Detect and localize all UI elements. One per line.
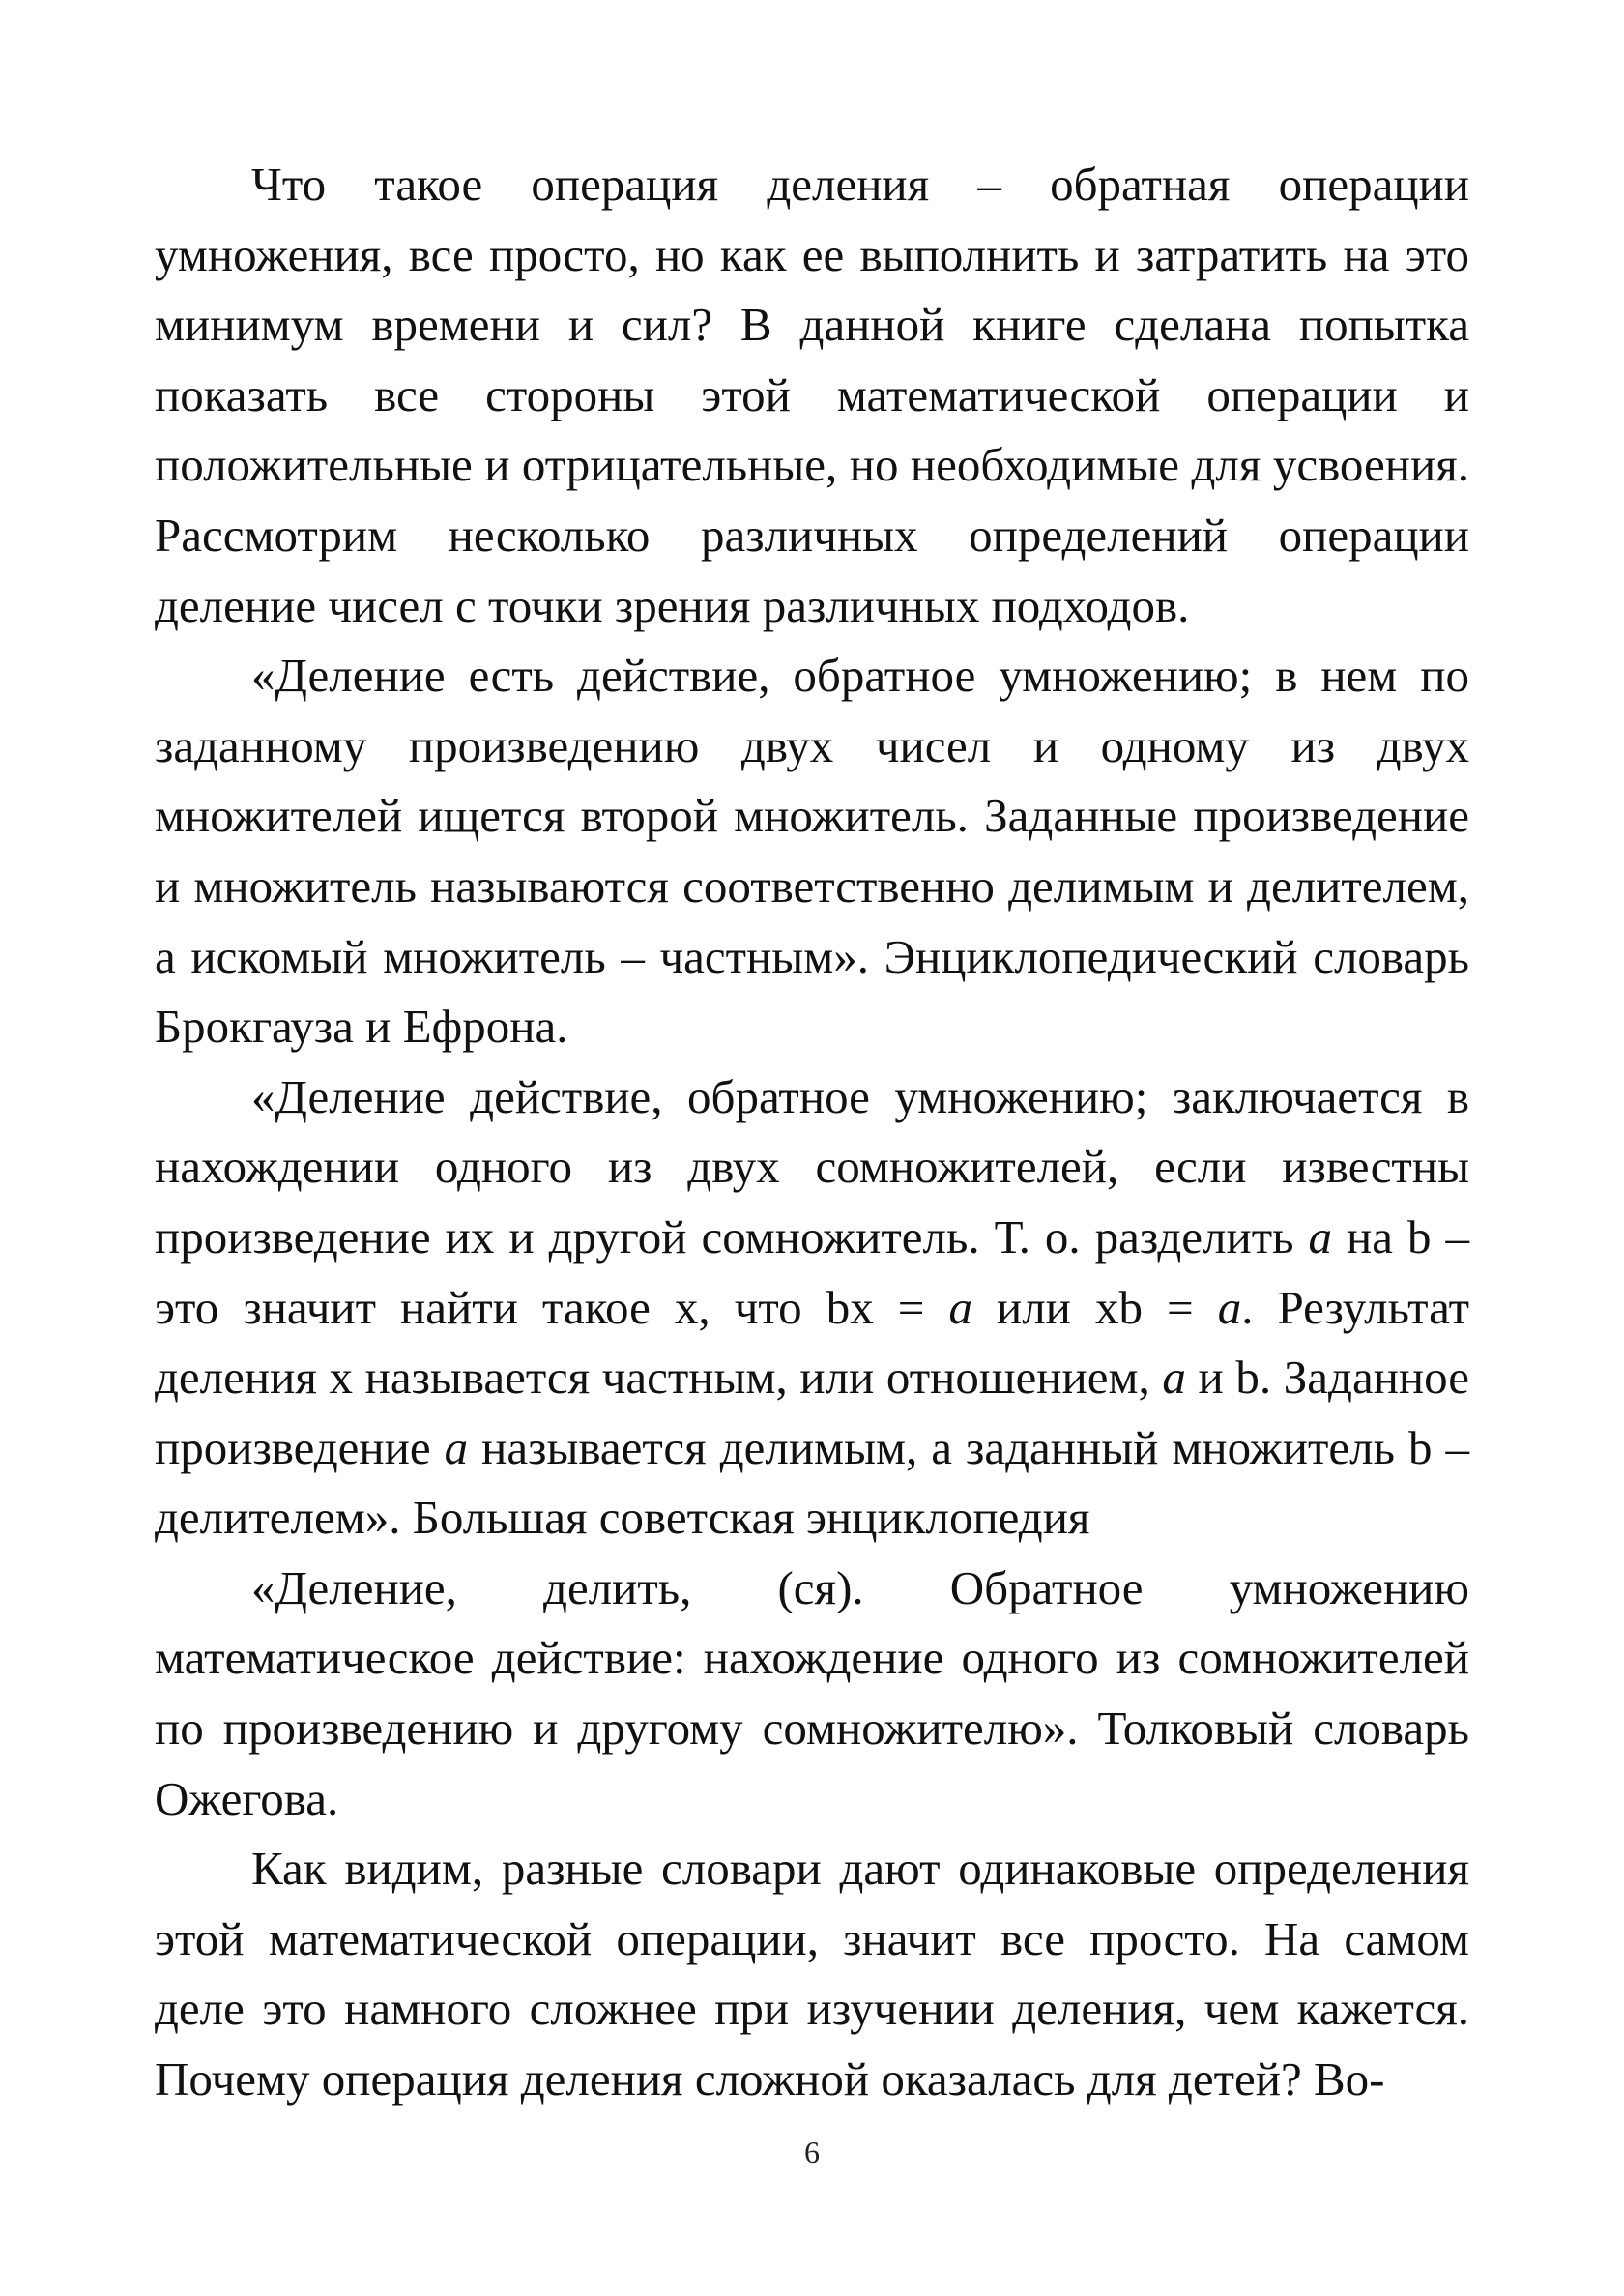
text-run: и b. Заданное произведение [155,1351,1469,1474]
paragraph-bse-definition [155,1062,1469,1554]
text-run: . Результат деления x называется частным, или отношением, [155,1280,1469,1405]
text-run: называется делимым, а заданный множитель b – делителем». Большая советская энциклопедия [155,1420,1469,1545]
text-run: или xb = [972,1280,1218,1334]
italic-variable-a: a [444,1420,469,1474]
paragraph-intro: Что такое операция деления – обратная операции умножения, все просто, но как ее выполнить и затратить на это минимум времени и сил? В данной книге сделана попытка показать все стороны этой математической операции и положительные и отрицательные, но необходимые для усвоения. Рассмотрим несколько различных определений операции деление чисел с точки зрения различных подходов. [155,158,1469,632]
italic-variable-a: a [1308,1209,1332,1264]
italic-variable-a: a [1162,1351,1186,1405]
italic-variable-a: a [1217,1280,1242,1334]
text-run: на b – это значит найти такое x, что bx = [155,1209,1469,1334]
paragraph-ozhegov-definition: «Деление, делить, (ся). Обратное умножению математическое действие: нахождение одного из сомножителей по произведению и другому сомножителю». Толковый словарь Ожегова. [155,1560,1469,1825]
page-number: 6 [804,2135,820,2169]
italic-variable-a: a [948,1280,972,1334]
paragraph-brockhaus-definition: «Деление есть действие, обратное умножению; в нем по заданному произведению двух чисел и одному из двух множителей ищется второй множитель. Заданные произведение и множитель называются соответственно делимым и делителем, а искомый множитель – частным». Энциклопедический словарь Брокгауза и Ефрона. [155,649,1469,1054]
page-body [155,150,1469,2115]
paragraph-conclusion: Как видим, разные словари дают одинаковые определения этой математической операции, значит все просто. На самом деле это намного сложнее при изучении деления, чем кажется. Почему операция деления сложной оказалась для детей? Во- [155,1842,1469,2107]
text-run: «Деление действие, обратное умножению; заключается в нахождении одного из двух сомножителей, если известны произведение их и другой сомножитель. Т. о. разделить [155,1069,1469,1264]
